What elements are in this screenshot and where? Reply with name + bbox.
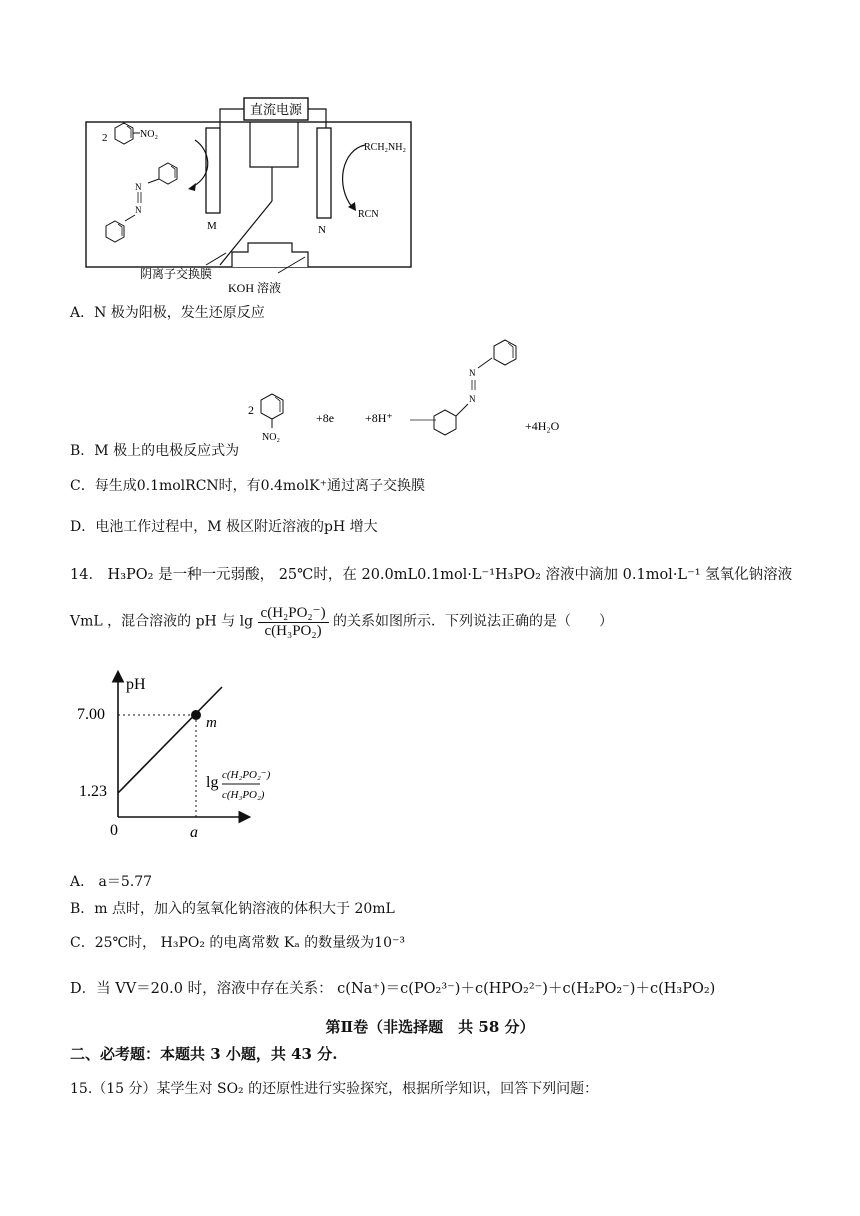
- q14-stem2-b: 的关系如图所示．下列说法正确的是（ ）: [333, 613, 614, 630]
- q14-option-d: D．当 VV＝20.0 时，溶液中存在关系： c(Na⁺)＝c(PO₂³⁻)＋c(HPO₂²⁻)＋c(H₂PO₂⁻)＋c(H₃PO₂): [70, 981, 716, 997]
- power-label: 直流电源: [249, 102, 303, 117]
- section2-heading: 二、必考题：本题共 3 小题，共 43 分.: [70, 1045, 338, 1063]
- electrode-n: [317, 128, 331, 218]
- x-axis-lg: lg: [206, 774, 219, 791]
- wire-right: [308, 109, 326, 128]
- electrolysis-diagram: [80, 95, 420, 300]
- wire-left: [220, 109, 244, 128]
- amine-label: RCH₂NH₂: [364, 142, 406, 153]
- q14-option-b: B．m 点时，加入的氢氧化钠溶液的体积大于 20mL: [70, 901, 395, 917]
- y-tick-123: 1.23: [79, 783, 107, 800]
- electrode-equation: [240, 332, 620, 447]
- svg-text:2: 2: [248, 403, 254, 417]
- nitrobenzene-ring: [115, 123, 133, 144]
- koh-label: KOH 溶液: [228, 281, 281, 295]
- nitro-label: NO₂: [140, 129, 158, 140]
- q14-stem-fraction: [258, 603, 329, 640]
- q13-option-d: D．电池工作过程中，M 极区附近溶液的pH 增大: [70, 519, 378, 535]
- q14-frac-den: c(H₃PO₂): [264, 623, 322, 639]
- svg-text:NO₂: NO₂: [262, 432, 280, 443]
- arrow-n: [343, 145, 365, 207]
- point-m: [191, 710, 201, 720]
- q13-option-a: A．N 极为阳极，发生还原反应: [70, 305, 265, 321]
- azobenzene-ring-bottom: [106, 221, 124, 242]
- svg-text:N: N: [469, 394, 476, 404]
- svg-text:+4H₂O: +4H₂O: [525, 419, 560, 433]
- pointer-membrane: [206, 253, 226, 265]
- q14-stem-line1: 14． H₃PO₂ 是一种一元弱酸， 25℃时，在 20.0mL0.1mol·L⁻¹H₃PO₂ 溶液中滴加 0.1mol·L⁻¹ 氢氧化钠溶液: [70, 567, 793, 583]
- x-axis-den: c(H₃PO₂): [222, 789, 265, 801]
- q14-option-c: C．25℃时， H₃PO₂ 的电离常数 Kₐ 的数量级为10⁻³: [70, 935, 405, 951]
- electrode-n-label: N: [318, 224, 326, 236]
- svg-text:+8e: +8e: [316, 411, 335, 425]
- q14-option-a: A． a＝5.77: [70, 874, 153, 890]
- section2-title: 第Ⅱ卷（非选择题 共 58 分）: [325, 1018, 535, 1036]
- svg-text:N: N: [135, 182, 142, 192]
- q14-stem2-a: VmL ，混合溶液的 pH 与 lg: [70, 613, 254, 630]
- bottom-inlet: [232, 243, 308, 267]
- svg-text:+8H⁺: +8H⁺: [365, 411, 393, 425]
- svg-text:N: N: [469, 368, 476, 378]
- q14-stem-line2: [70, 603, 613, 640]
- origin-label: 0: [110, 822, 118, 839]
- q13-option-b: B．M 极上的电极反应式为: [70, 443, 240, 459]
- ph-graph: [72, 665, 271, 841]
- x-tick-a: a: [190, 824, 198, 841]
- q14-frac-num: c(H₂PO₂⁻): [258, 603, 329, 623]
- y-axis-label: pH: [126, 676, 146, 693]
- point-m-label: m: [206, 715, 217, 731]
- electrode-m: [206, 128, 220, 213]
- electrode-m-label: M: [207, 220, 217, 232]
- membrane-label: 阴离子交换膜: [140, 267, 213, 281]
- q13-option-c: C．每生成0.1molRCN时，有0.4molK⁺通过离子交换膜: [70, 478, 425, 494]
- azobenzene-ring-top: [159, 163, 177, 184]
- membrane-top: [250, 122, 298, 167]
- nitrile-label: RCN: [358, 209, 379, 220]
- coef-2: 2: [102, 132, 108, 144]
- y-tick-7: 7.00: [77, 706, 105, 723]
- svg-text:N: N: [135, 205, 142, 215]
- x-axis-num: c(H₂PO₂⁻): [222, 769, 271, 781]
- q15-stem: 15.（15 分）某学生对 SO₂ 的还原性进行实验探究，根据所学知识，回答下列问题：: [70, 1081, 599, 1097]
